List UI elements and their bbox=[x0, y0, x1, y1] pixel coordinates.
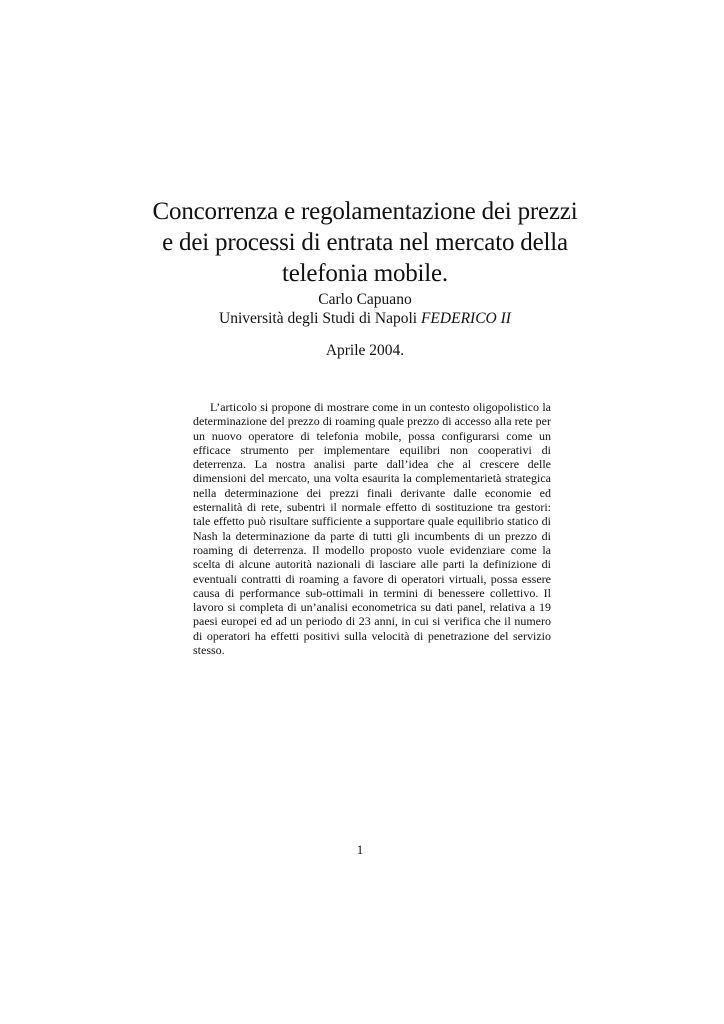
page-number: 1 bbox=[356, 842, 364, 857]
affiliation-text: Università degli Studi di Napoli bbox=[219, 310, 421, 327]
author-affiliation bbox=[150, 309, 580, 328]
author-name: Carlo Capuano bbox=[318, 291, 412, 308]
abstract-paragraph: L’articolo si propone di mostrare come in un contesto oligopolistico la determinazione del prezzo di roaming quale prezzo di accesso alla rete per un nuovo operatore di telefonia mobile, possa configurarsi come un efficace strumento per implementare equilibri non cooperativi di deterrenza. La nostra analisi parte dall’idea che al crescere delle dimensioni del mercato, una volta esaurita la complementarietà strategica nella determinazione dei prezzi finali derivante dalle economie ed esternalità di rete, subentri il normale effetto di sostituzione tra gestori: tale effetto può risultare sufficiente a supportare quale equilibrio statico di Nash la determinazione da parte di tutti gli incumbents di un prezzo di roaming di deterrenza. Il modello proposto vuole evidenziare come la scelta di alcune autorità nazionali di lasciare alle parti la definizione di eventuali contratti di roaming a favore di operatori virtuali, possa essere causa di performance sub-ottimali in termini di benessere collettivo. Il lavoro si completa di un’analisi econometrica su dati panel, relativa a 19 paesi europei ed ad un periodo di 23 anni, in cui si verifica che il numero di operatori ha effetti positivi sulla velocità di penetrazione del servizio stesso. bbox=[193, 400, 551, 658]
paper-title: Concorrenza e regolamentazione dei prezzi e dei processi di entrata nel mercato della telefonia mobile. bbox=[152, 198, 578, 287]
author-block bbox=[150, 290, 580, 328]
affiliation-italic-text: FEDERICO II bbox=[420, 310, 511, 327]
paper-date: Aprile 2004. bbox=[325, 342, 405, 359]
